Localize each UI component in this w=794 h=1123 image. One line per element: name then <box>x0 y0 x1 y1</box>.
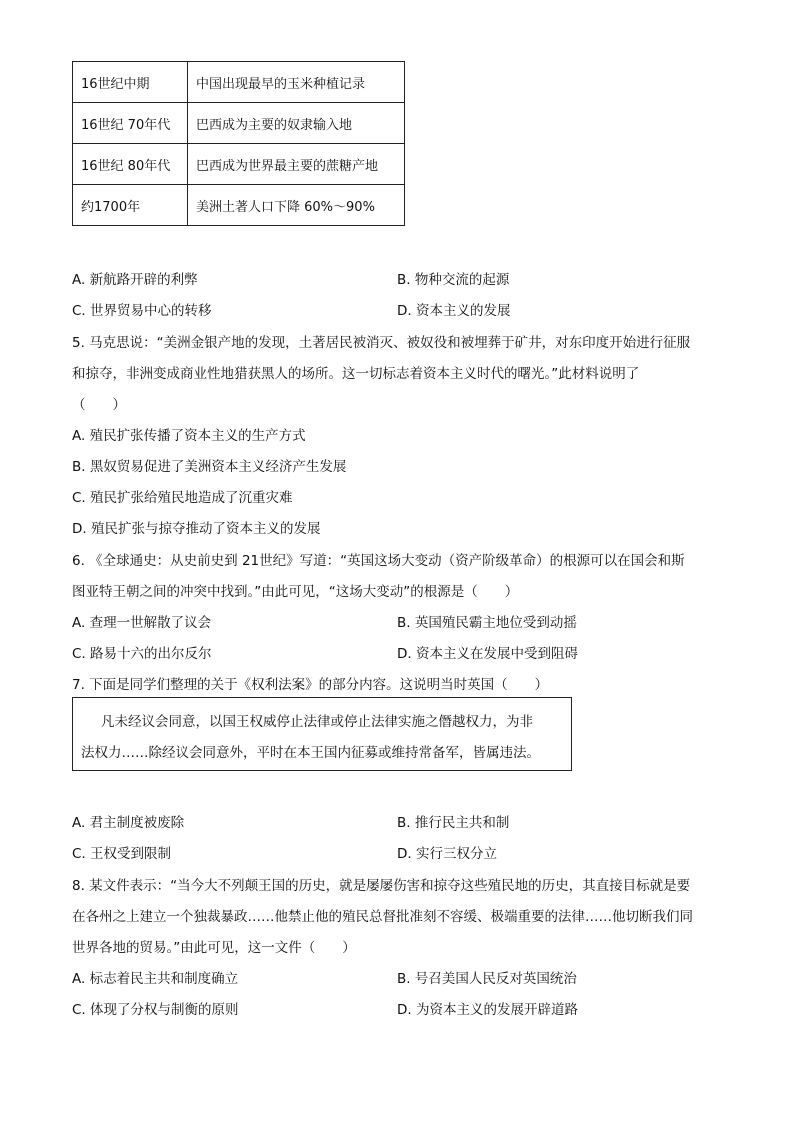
q8-option-a: A. 标志着民主共和制度确立 <box>72 971 239 987</box>
q4-option-d: D. 资本主义的发展 <box>397 303 511 319</box>
q6-option-a: A. 查理一世解散了议会 <box>72 615 212 631</box>
bill-of-rights-quote-box <box>72 697 572 771</box>
q7-option-c: C. 王权受到限制 <box>72 846 172 862</box>
q8-stem-line: 世界各地的贸易。”由此可见，这一文件（ ） <box>72 940 356 956</box>
quote-line: 凡未经议会同意，以国王权威停止法律或停止法律实施之僭越权力，为非 <box>101 714 533 730</box>
q7-option-d: D. 实行三权分立 <box>397 846 497 862</box>
q6-option-d: D. 资本主义在发展中受到阻碍 <box>397 646 578 662</box>
q5-option-c: C. 殖民扩张给殖民地造成了沉重灾难 <box>72 490 293 506</box>
q4-option-b: B. 物种交流的起源 <box>397 272 510 288</box>
q4-option-a: A. 新航路开辟的利弊 <box>72 272 198 288</box>
q7-stem: 7. 下面是同学们整理的关于《权利法案》的部分内容。这说明当时英国（ ） <box>72 677 549 693</box>
table-cell-event: 巴西成为主要的奴隶输入地 <box>188 103 405 144</box>
q6-option-b: B. 英国殖民霸主地位受到动摇 <box>397 615 577 631</box>
history-timeline-table <box>72 61 405 226</box>
table-row <box>73 144 405 185</box>
q7-option-a: A. 君主制度被废除 <box>72 815 185 831</box>
table-cell-period: 16世纪 70年代 <box>73 103 188 144</box>
q8-option-b: B. 号召美国人民反对英国统治 <box>397 971 577 987</box>
q8-option-c: C. 体现了分权与制衡的原则 <box>72 1002 239 1018</box>
table-row <box>73 62 405 103</box>
q5-option-b: B. 黑奴贸易促进了美洲资本主义经济产生发展 <box>72 459 347 475</box>
q6-option-c: C. 路易十六的出尔反尔 <box>72 646 212 662</box>
q5-answer-blank: （ ） <box>72 397 126 413</box>
q5-stem-line: 和掠夺，非洲变成商业性地猎获黑人的场所。这一切标志着资本主义时代的曙光。”此材料说明了 <box>72 366 640 382</box>
q6-stem-line: 图亚特王朝之间的冲突中找到。”由此可见，“这场大变动”的根源是（ ） <box>72 584 519 600</box>
q8-option-d: D. 为资本主义的发展开辟道路 <box>397 1002 578 1018</box>
q5-option-d: D. 殖民扩张与掠夺推动了资本主义的发展 <box>72 521 321 537</box>
q7-option-b: B. 推行民主共和制 <box>397 815 510 831</box>
q6-stem-line: 6. 《全球通史：从史前史到 21世纪》写道：“英国这场大变动（资产阶级革命）的根源可以在国会和斯 <box>72 553 685 569</box>
table-cell-period: 约1700年 <box>73 185 188 226</box>
table-cell-event: 中国出现最早的玉米种植记录 <box>188 62 405 103</box>
q8-stem-line: 在各州之上建立一个独裁暴政……他禁止他的殖民总督批准刻不容缓、极端重要的法律……他切断我们同 <box>72 909 693 925</box>
q8-stem-line: 8. 某文件表示：“当今大不列颠王国的历史，就是屡屡伤害和掠夺这些殖民地的历史，其直接目标就是要 <box>72 878 691 894</box>
q4-option-c: C. 世界贸易中心的转移 <box>72 303 212 319</box>
table-cell-event: 美洲土著人口下降 60%～90% <box>188 185 405 226</box>
table-cell-period: 16世纪中期 <box>73 62 188 103</box>
table-cell-event: 巴西成为世界最主要的蔗糖产地 <box>188 144 405 185</box>
q5-option-a: A. 殖民扩张传播了资本主义的生产方式 <box>72 428 306 444</box>
table-cell-period: 16世纪 80年代 <box>73 144 188 185</box>
table-row <box>73 185 405 226</box>
q5-stem-line: 5. 马克思说：“美洲金银产地的发现，土著居民被消灭、被奴役和被埋葬于矿井，对东印度开始进行征服 <box>72 335 691 351</box>
quote-line: 法权力……除经议会同意外，平时在本王国内征募或维持常备军，皆属违法。 <box>81 745 540 761</box>
table-row <box>73 103 405 144</box>
